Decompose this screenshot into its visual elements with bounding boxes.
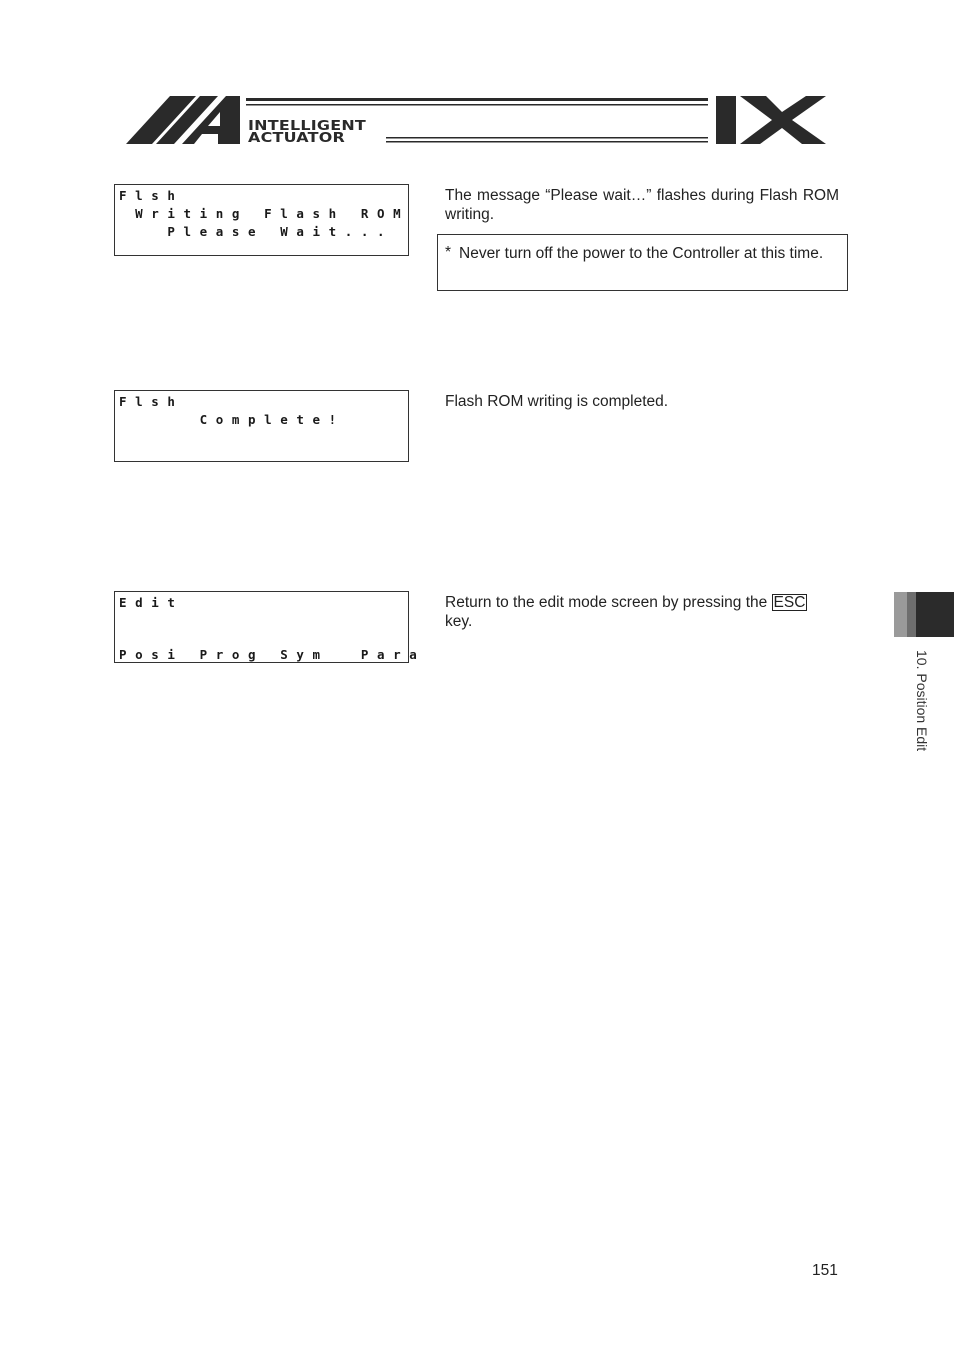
step3-text: Return to the edit mode screen by pressing the bbox=[445, 594, 772, 611]
note-asterisk: * bbox=[445, 244, 452, 261]
chapter-label: 10. Position Edit bbox=[914, 650, 930, 752]
lcd-line: Writing Flash ROM bbox=[119, 206, 410, 221]
lcd-line: Flsh bbox=[119, 394, 184, 409]
tab-segment-mid bbox=[907, 592, 916, 637]
lcd-line: Edit bbox=[119, 595, 184, 610]
chapter-tab bbox=[894, 592, 954, 637]
tab-segment-dark bbox=[916, 592, 954, 637]
lcd-line: Posi Prog Sym Para bbox=[119, 647, 426, 662]
page-number: 151 bbox=[812, 1262, 838, 1279]
ia-logo-mark bbox=[126, 94, 830, 146]
tab-segment-light bbox=[894, 592, 907, 637]
step2-description: Flash ROM writing is completed. bbox=[445, 393, 669, 410]
lcd-line: Please Wait... bbox=[119, 224, 394, 239]
lcd-screen-writing bbox=[114, 184, 409, 256]
logo-text-intelligent: INTELLIGENT bbox=[248, 118, 366, 134]
caution-note-box bbox=[437, 234, 848, 291]
caution-note-text: Never turn off the power to the Controller at this time. bbox=[459, 245, 824, 262]
lcd-line: Complete! bbox=[119, 412, 345, 427]
lcd-line: Flsh bbox=[119, 188, 184, 203]
logo-text-actuator: ACTUATOR bbox=[248, 130, 345, 146]
step1-description: The message “Please wait…” flashes during Flash ROM writing. bbox=[445, 187, 839, 223]
lcd-screen-edit bbox=[114, 591, 426, 663]
step3-description bbox=[445, 593, 839, 631]
esc-key-label: ESC bbox=[773, 594, 806, 611]
header-logo bbox=[126, 94, 830, 146]
step3-text-end: key. bbox=[445, 613, 473, 630]
lcd-screen-complete bbox=[114, 390, 409, 462]
